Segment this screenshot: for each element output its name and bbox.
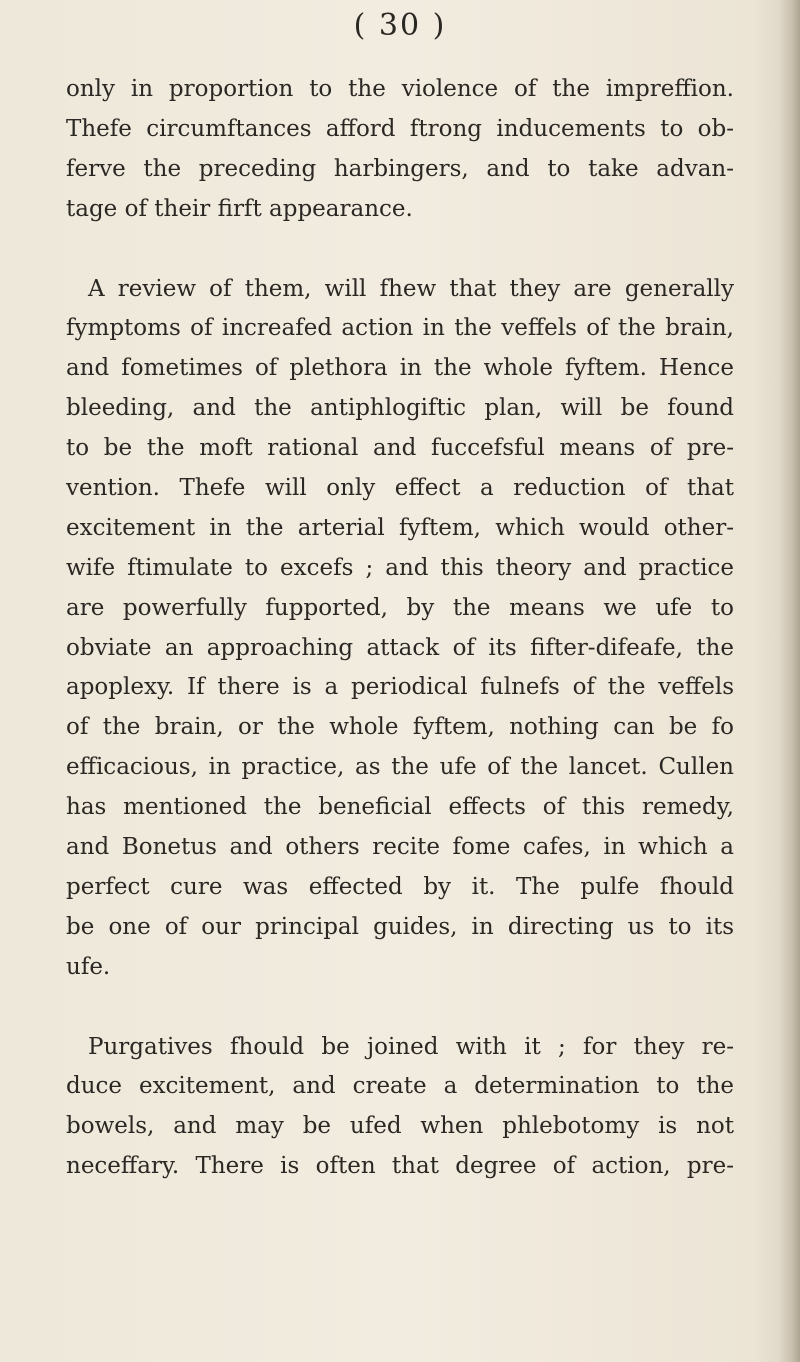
text-line: bleeding, and the antiphlogiftic plan, will be found: [66, 395, 734, 422]
body-text: [66, 70, 734, 1187]
text-line: vention. Thefe will only effect a reduction of that: [66, 475, 734, 502]
text-line: ferve the preceding harbingers, and to take advan-: [66, 155, 734, 182]
text-line: excitement in the arterial fyftem, which would other-: [66, 514, 734, 541]
paragraph-gap: [66, 988, 734, 1028]
text-line: wife ftimulate to excefs ; and this theory and practice: [66, 554, 734, 581]
page-spine-shadow: [778, 0, 800, 1362]
text-line: perfect cure was effected by it. The pulfe fhould: [66, 873, 734, 900]
text-line: of the brain, or the whole fyftem, nothing can be fo: [66, 714, 734, 741]
paragraph-2: [66, 270, 734, 988]
text-line: has mentioned the beneficial effects of this remedy,: [66, 794, 734, 821]
text-line: efficacious, in practice, as the ufe of the lancet. Cullen: [66, 754, 734, 781]
text-line: tage of their firft appearance.: [66, 195, 413, 222]
text-line: to be the moft rational and fuccefsful means of pre-: [66, 435, 734, 462]
text-line: neceffary. There is often that degree of action, pre-: [66, 1153, 734, 1180]
text-line: bowels, and may be ufed when phlebotomy is not: [66, 1113, 734, 1140]
paragraph-gap: [66, 230, 734, 270]
text-line: and Bonetus and others recite fome cafes, in which a: [66, 834, 734, 861]
text-line: and fometimes of plethora in the whole fyftem. Hence: [66, 355, 734, 382]
paragraph-1: [66, 70, 734, 230]
paragraph-3: [66, 1028, 734, 1188]
text-line: A review of them, will fhew that they are generally: [88, 275, 734, 302]
text-line: are powerfully fupported, by the means we ufe to: [66, 594, 734, 621]
text-line: apoplexy. If there is a periodical fulnefs of the veffels: [66, 674, 734, 701]
text-line: be one of our principal guides, in directing us to its: [66, 913, 734, 940]
page-number-header: ( 30 ): [353, 8, 447, 43]
text-line: obviate an approaching attack of its fifter-difeafe, the: [66, 634, 734, 661]
text-line: Thefe circumftances afford ftrong inducements to ob-: [66, 115, 734, 142]
text-line: fymptoms of increafed action in the veffels of the brain,: [66, 315, 734, 342]
text-line: duce excitement, and create a determination to the: [66, 1073, 734, 1100]
text-line: only in proportion to the violence of the impreffion.: [66, 76, 734, 102]
text-line: ufe.: [66, 953, 111, 980]
text-line: Purgatives fhould be joined with it ; for they re-: [88, 1033, 734, 1060]
